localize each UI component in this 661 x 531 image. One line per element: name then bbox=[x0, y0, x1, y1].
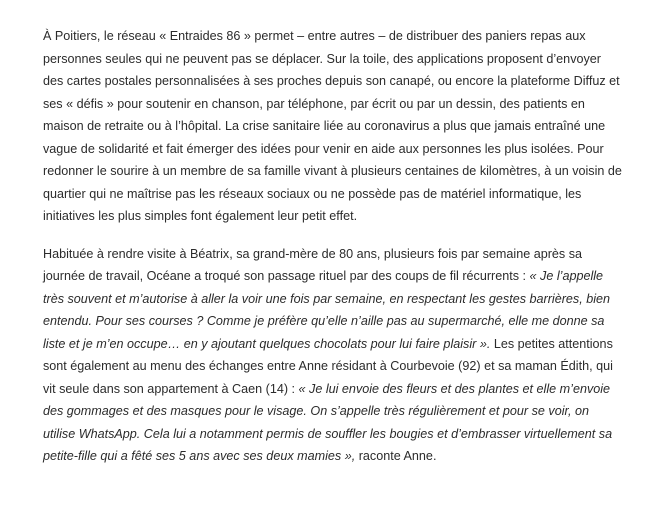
article-paragraph-1 bbox=[43, 25, 624, 228]
paragraph-2-middle: Les petites attentions sont également au menu des échanges entre Anne résidant à Courbevoie (92) et sa maman Édith, qui vit seule dans son appartement à Caen (14) : bbox=[43, 336, 613, 396]
quote-oceane: « Je l’appelle très souvent et m’autorise à aller la voir une fois par semaine, en respectant les gestes barrières, bien entendu. Pour ses courses ? Comme je préfère qu’elle n’aille pas au supermarché, elle me donne sa liste et je m’en occupe… en y ajoutant quelques chocolats pour lui faire plaisir ». bbox=[43, 269, 611, 351]
paragraph-2-outro: raconte Anne. bbox=[358, 449, 437, 463]
paragraph-2-intro: Habituée à rendre visite à Béatrix, sa grand-mère de 80 ans, plusieurs fois par semaine après sa journée de travail, Océane a troqué son passage rituel par des coups de fil récurrents : bbox=[43, 246, 583, 283]
paragraph-1-text: À Poitiers, le réseau « Entraides 86 » permet – entre autres – de distribuer des paniers repas aux personnes seules qui ne peuvent pas se déplacer. Sur la toile, des applications proposent d’envoyer des cartes postales personnalisées à ses proches depuis son canapé, ou encore la plateforme Diffuz et ses « défis » pour soutenir en chanson, par téléphone, par écrit ou par un dessin, des patients en maison de retraite ou à l’hôpital. La crise sanitaire liée au coronavirus a plus que jamais entraîné une vague de solidarité et fait émerger des idées pour venir en aide aux personnes les plus isolées. Pour redonner le sourire à un membre de sa famille vivant à plusieurs centaines de kilomètres, à un voisin de quartier qui ne maîtrise pas les réseaux sociaux ou ne possède pas de matériel informatique, les initiatives les plus simples font également leur petit effet. bbox=[43, 29, 622, 223]
article-paragraph-2 bbox=[43, 243, 624, 468]
quote-anne: « Je lui envoie des fleurs et des plantes et elle m’envoie des gommages et des masques pour le visage. On s’appelle très régulièrement et pour se voir, on utilise WhatsApp. Cela lui a notamment permis de souffler les bougies et d’embrasser virtuellement sa petite-fille qui a fêté ses 5 ans avec ses deux mamies », bbox=[43, 381, 613, 463]
article-body bbox=[43, 25, 624, 468]
